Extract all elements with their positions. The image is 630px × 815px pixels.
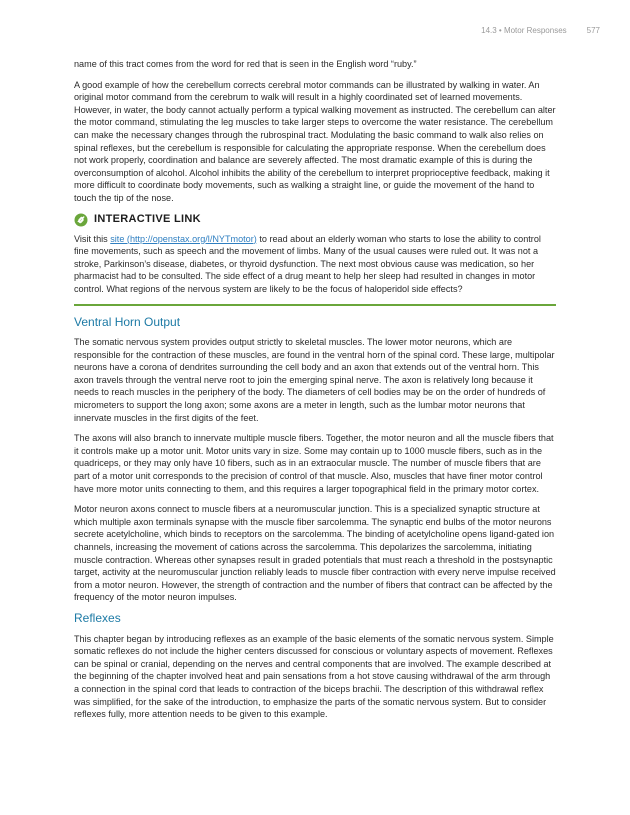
paragraph: The somatic nervous system provides output strictly to skeletal muscles. The lower motor neurons, which are responsible for the contraction of these muscles, are found in the ventral horn of the spinal cord. These large, multipolar neurons have a corona of dendrites surrounding the cell body and an axon that extends out of the ventral horn. This axon travels through the ventral nerve root to join the emerging spinal nerve. The axon is relatively long because it needs to reach muscles in the periphery of the body. The diameters of cell bodies may be on the order of hundreds of micrometers to support the long axon; some axons are a meter in length, such as the lumbar motor neurons that innervate muscles in the first digits of the feet. bbox=[74, 337, 555, 423]
paragraph: name of this tract comes from the word for red that is seen in the English word “ruby.” bbox=[74, 59, 417, 69]
link-icon bbox=[74, 213, 88, 227]
interactive-link-box bbox=[74, 213, 556, 306]
section-heading-reflexes: Reflexes bbox=[74, 610, 121, 625]
section-heading-ventral-horn: Ventral Horn Output bbox=[74, 314, 181, 329]
paragraph: The axons will also branch to innervate multiple muscle fibers. Together, the motor neuron and all the muscle fibers that it controls make up a motor unit. Motor units vary in size. Some may contain up to 1000 muscle fibers, such as in the quadriceps, or they may only have 10 fibers, such as in an extraocular muscle. The number of muscle fibers that are part of a motor unit corresponds to the precision of control of that muscle. Also, muscles that have finer motor control have more motor units connecting to them, and this requires a larger topographical field in the primary motor cortex. bbox=[74, 433, 554, 494]
interactive-link-header bbox=[74, 213, 556, 227]
header-page-number: 577 bbox=[586, 26, 600, 35]
text-after-link: to read about an elderly woman who starts to lose the ability to control fine movements, such as speech and the movement of limbs. Many of the usual causes were ruled out. It was not a stroke, Parkinson’s disease, diabetes, or thyroid dysfunction. The next most obvious cause was medication, so her pharmacist had to be consulted. The side effect of a drug meant to help her sleep had resulted in changes in motor control. What regions of the nervous system are likely to be the focus of haloperidol side effects? bbox=[74, 233, 541, 294]
paragraph: Motor neuron axons connect to muscle fibers at a neuromuscular junction. This is a specialized synaptic structure at which multiple axon terminals synapse with the muscle fiber sarcolemma. The synaptic end bulbs of the motor neurons secrete acetylcholine, which binds to receptors on the sarcolemma. The binding of acetylcholine opens ligand-gated ion channels, increasing the movement of cations across the sarcolemma. This depolarizes the sarcolemma, initiating muscle contraction. Whereas other synapses result in graded potentials that must reach a threshold in the postsynaptic target, activity at the neuromuscular junction reliably leads to muscle fiber contraction with every nerve impulse received from a motor neuron. However, the strength of contraction and the number of fibers that contract can be affected by the frequency of the motor neuron impulses. bbox=[74, 504, 556, 603]
paragraph: This chapter began by introducing reflexes as an example of the basic elements of the somatic nervous system. Simple somatic reflexes do not include the higher centers discussed for conscious or voluntary aspects of movement. Reflexes can be spinal or cranial, depending on the nerves and central components that are involved. The example described at the beginning of the chapter involved heat and pain sensations from a hot stove causing withdrawal of the arm through a connection in the spinal cord that leads to contraction of the biceps brachii. The description of this withdrawal reflex was simplified, for the sake of the introduction, to emphasize the parts of the somatic nervous system. But to consider reflexes fully, more attention needs to be given to this example. bbox=[74, 633, 554, 720]
site-link[interactable]: site (http://openstax.org/l/NYTmotor) bbox=[110, 233, 257, 244]
main-content bbox=[74, 58, 556, 729]
interactive-link-title: INTERACTIVE LINK bbox=[94, 213, 201, 226]
interactive-link-text bbox=[74, 233, 556, 296]
paragraph: A good example of how the cerebellum corrects cerebral motor commands can be illustrated by walking in water. An original motor command from the cerebrum to walk will result in a highly coordinated set of learned movements. However, in water, the body cannot actually perform a typical walking movement as instructed. The cerebellum can alter the motor command, stimulating the leg muscles to take larger steps to overcome the water resistance. The cerebellum can make the necessary changes through the rubrospinal tract. Modulating the basic command to walk also relies on spinal reflexes, but the cerebellum is responsible for calculating the appropriate response. When the cerebellum does not work properly, coordination and balance are severely affected. The most dramatic example of this is during the overconsumption of alcohol. Alcohol inhibits the ability of the cerebellum to interpret proprioceptive feedback, making it more difficult to coordinate body movements, such as walking a straight line, or guide the movement of the hand to touch the tip of the nose. bbox=[74, 79, 556, 203]
text-before-link: Visit this bbox=[74, 233, 111, 244]
header-section-title: 14.3 • Motor Responses bbox=[481, 26, 567, 35]
running-header bbox=[481, 26, 600, 35]
